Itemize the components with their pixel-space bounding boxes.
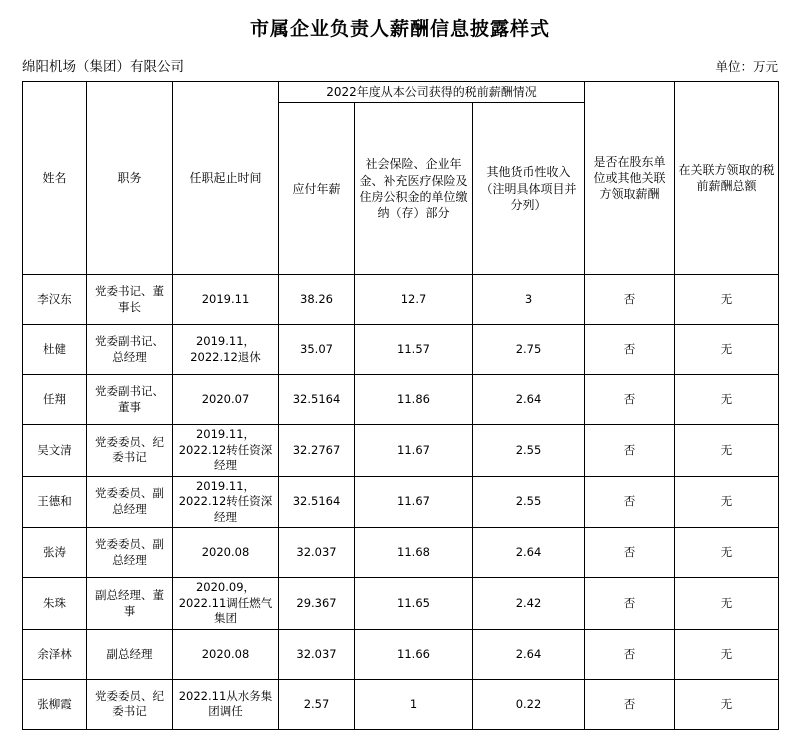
cell-other-income: 2.55	[473, 476, 585, 528]
table-row	[23, 275, 779, 325]
cell-annual-pay: 32.037	[279, 629, 355, 679]
cell-related-total: 无	[675, 425, 779, 477]
cell-name: 张柳霞	[23, 679, 87, 729]
cell-insurance: 12.7	[355, 275, 473, 325]
cell-insurance: 11.67	[355, 476, 473, 528]
cell-term: 2020.09，2022.11调任燃气集团	[173, 578, 279, 630]
cell-name: 张涛	[23, 528, 87, 578]
cell-from-shareholder: 否	[585, 679, 675, 729]
cell-post: 副总经理	[87, 629, 173, 679]
cell-related-total: 无	[675, 528, 779, 578]
column-header-group-pretax-salary: 2022年度从本公司获得的税前薪酬情况	[279, 82, 585, 103]
cell-name: 杜健	[23, 325, 87, 375]
cell-other-income: 0.22	[473, 679, 585, 729]
cell-term: 2019.11	[173, 275, 279, 325]
cell-annual-pay: 32.2767	[279, 425, 355, 477]
cell-annual-pay: 2.57	[279, 679, 355, 729]
table-row	[23, 528, 779, 578]
column-header-name: 姓名	[23, 82, 87, 275]
column-header-annual-pay: 应付年薪	[279, 103, 355, 275]
cell-insurance: 11.86	[355, 375, 473, 425]
cell-post: 党委副书记、董事	[87, 375, 173, 425]
table-row	[23, 325, 779, 375]
cell-post: 党委委员、纪委书记	[87, 425, 173, 477]
cell-name: 任翔	[23, 375, 87, 425]
cell-other-income: 2.42	[473, 578, 585, 630]
table-body	[23, 275, 779, 730]
table-row	[23, 578, 779, 630]
cell-related-total: 无	[675, 629, 779, 679]
cell-annual-pay: 38.26	[279, 275, 355, 325]
cell-term: 2019.11，2022.12退休	[173, 325, 279, 375]
cell-term: 2019.11，2022.12转任资深经理	[173, 476, 279, 528]
cell-related-total: 无	[675, 679, 779, 729]
column-header-related-total: 在关联方领取的税前薪酬总额	[675, 82, 779, 275]
cell-name: 余泽林	[23, 629, 87, 679]
cell-other-income: 2.64	[473, 629, 585, 679]
cell-name: 朱珠	[23, 578, 87, 630]
table-row	[23, 679, 779, 729]
cell-insurance: 11.67	[355, 425, 473, 477]
cell-related-total: 无	[675, 476, 779, 528]
table-row	[23, 629, 779, 679]
cell-insurance: 1	[355, 679, 473, 729]
cell-from-shareholder: 否	[585, 476, 675, 528]
column-header-from-shareholder: 是否在股东单位或其他关联方领取薪酬	[585, 82, 675, 275]
cell-other-income: 2.64	[473, 375, 585, 425]
cell-from-shareholder: 否	[585, 578, 675, 630]
column-header-term: 任职起止时间	[173, 82, 279, 275]
header-row-group	[23, 82, 779, 103]
cell-post: 党委书记、董事长	[87, 275, 173, 325]
cell-post: 党委委员、纪委书记	[87, 679, 173, 729]
cell-insurance: 11.68	[355, 528, 473, 578]
cell-from-shareholder: 否	[585, 375, 675, 425]
cell-from-shareholder: 否	[585, 629, 675, 679]
cell-name: 王德和	[23, 476, 87, 528]
cell-term: 2020.07	[173, 375, 279, 425]
salary-disclosure-table	[22, 81, 779, 730]
cell-insurance: 11.66	[355, 629, 473, 679]
currency-unit-label: 单位：万元	[715, 59, 778, 74]
cell-other-income: 2.64	[473, 528, 585, 578]
cell-term: 2020.08	[173, 629, 279, 679]
cell-other-income: 3	[473, 275, 585, 325]
table-row	[23, 375, 779, 425]
cell-related-total: 无	[675, 578, 779, 630]
cell-from-shareholder: 否	[585, 325, 675, 375]
table-header	[23, 82, 779, 275]
cell-other-income: 2.55	[473, 425, 585, 477]
column-header-other-income: 其他货币性收入（注明具体项目并分列）	[473, 103, 585, 275]
cell-term: 2022.11从水务集团调任	[173, 679, 279, 729]
cell-from-shareholder: 否	[585, 275, 675, 325]
cell-post: 党委委员、副总经理	[87, 528, 173, 578]
cell-related-total: 无	[675, 375, 779, 425]
cell-name: 李汉东	[23, 275, 87, 325]
cell-annual-pay: 32.037	[279, 528, 355, 578]
cell-other-income: 2.75	[473, 325, 585, 375]
cell-from-shareholder: 否	[585, 425, 675, 477]
table-row	[23, 425, 779, 477]
company-name: 绵阳机场（集团）有限公司	[22, 59, 184, 75]
subheader	[22, 55, 778, 75]
cell-related-total: 无	[675, 275, 779, 325]
table-row	[23, 476, 779, 528]
cell-post: 党委副书记、总经理	[87, 325, 173, 375]
cell-post: 党委委员、副总经理	[87, 476, 173, 528]
cell-name: 吴文清	[23, 425, 87, 477]
cell-insurance: 11.57	[355, 325, 473, 375]
cell-insurance: 11.65	[355, 578, 473, 630]
column-header-post: 职务	[87, 82, 173, 275]
cell-annual-pay: 29.367	[279, 578, 355, 630]
cell-related-total: 无	[675, 325, 779, 375]
cell-post: 副总经理、董事	[87, 578, 173, 630]
cell-from-shareholder: 否	[585, 528, 675, 578]
cell-term: 2019.11，2022.12转任资深经理	[173, 425, 279, 477]
cell-annual-pay: 35.07	[279, 325, 355, 375]
column-header-insurance: 社会保险、企业年金、补充医疗保险及住房公积金的单位缴纳（存）部分	[355, 103, 473, 275]
cell-annual-pay: 32.5164	[279, 375, 355, 425]
cell-annual-pay: 32.5164	[279, 476, 355, 528]
page-title: 市属企业负责人薪酬信息披露样式	[249, 18, 550, 40]
cell-term: 2020.08	[173, 528, 279, 578]
